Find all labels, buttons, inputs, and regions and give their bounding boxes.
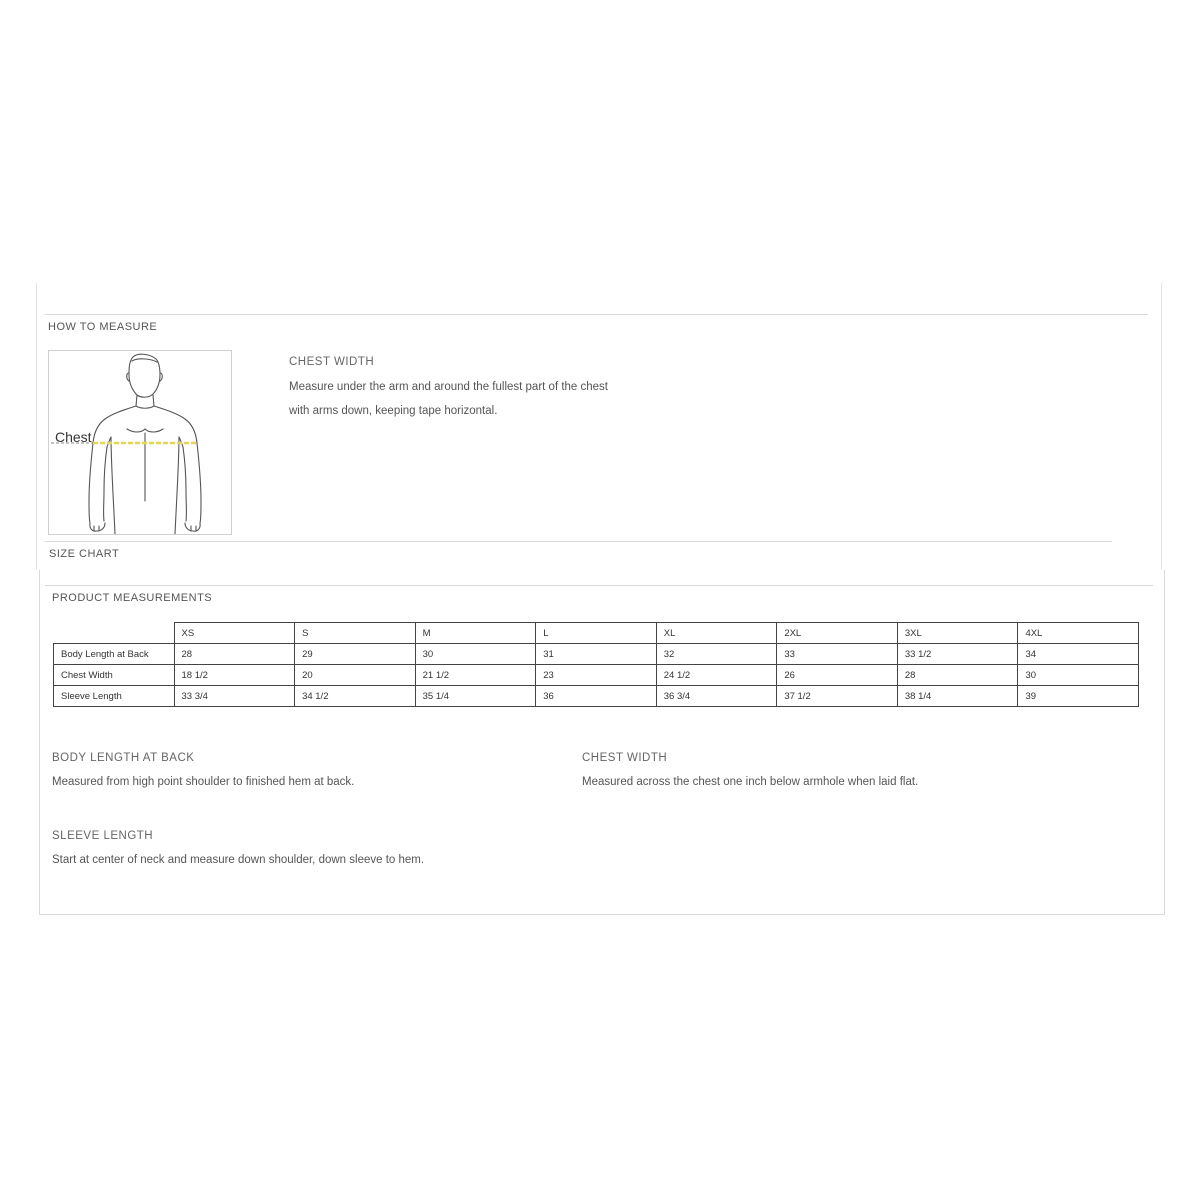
table-cell: 32: [656, 644, 777, 665]
table-cell: 39: [1018, 686, 1139, 707]
table-row-sleeve-length: [54, 686, 1139, 707]
table-cell: 28: [174, 644, 295, 665]
table-row-body-length: [54, 644, 1139, 665]
table-cell: 21 1/2: [415, 665, 536, 686]
table-cell: 33 1/2: [897, 644, 1018, 665]
chest-width-title: CHEST WIDTH: [289, 356, 375, 368]
table-row-chest-width: [54, 665, 1139, 686]
table-cell: 36: [536, 686, 657, 707]
table-cell: 30: [1018, 665, 1139, 686]
table-cell: 33 3/4: [174, 686, 295, 707]
table-cell: 31: [536, 644, 657, 665]
table-cell: 26: [777, 665, 898, 686]
table-cell: 30: [415, 644, 536, 665]
divider-size-chart: [45, 541, 1112, 542]
chest-width-instruction-line-2: with arms down, keeping tape horizontal.: [289, 405, 498, 417]
size-header-xs: XS: [174, 623, 295, 644]
size-table: [53, 622, 1139, 707]
product-measurements-heading: PRODUCT MEASUREMENTS: [52, 592, 213, 604]
size-header-row: [54, 623, 1139, 644]
table-cell: 28: [897, 665, 1018, 686]
size-header-2xl: 2XL: [777, 623, 898, 644]
row-label-body-length: Body Length at Back: [54, 644, 175, 665]
table-cell: 29: [295, 644, 416, 665]
size-header-s: S: [295, 623, 416, 644]
table-cell: 38 1/4: [897, 686, 1018, 707]
chest-figure-label: Chest: [55, 429, 92, 445]
chest-width-def-text: Measured across the chest one inch below armhole when laid flat.: [582, 776, 919, 788]
table-cell: 34 1/2: [295, 686, 416, 707]
size-header-l: L: [536, 623, 657, 644]
row-label-sleeve-length: Sleeve Length: [54, 686, 175, 707]
table-cell: 35 1/4: [415, 686, 536, 707]
size-header-3xl: 3XL: [897, 623, 1018, 644]
table-cell: 18 1/2: [174, 665, 295, 686]
size-chart-heading: SIZE CHART: [49, 548, 120, 560]
table-cell: 33: [777, 644, 898, 665]
table-cell: 24 1/2: [656, 665, 777, 686]
size-header-4xl: 4XL: [1018, 623, 1139, 644]
measurement-figure: [48, 350, 232, 535]
size-header-xl: XL: [656, 623, 777, 644]
table-cell: 34: [1018, 644, 1139, 665]
body-length-text: Measured from high point shoulder to finished hem at back.: [52, 776, 355, 788]
sleeve-length-text: Start at center of neck and measure down shoulder, down sleeve to hem.: [52, 854, 425, 866]
table-cell: 23: [536, 665, 657, 686]
divider-product-measurements: [45, 585, 1153, 586]
row-label-chest-width: Chest Width: [54, 665, 175, 686]
divider-top: [45, 314, 1148, 315]
size-header-m: M: [415, 623, 536, 644]
table-cell: 37 1/2: [777, 686, 898, 707]
chest-width-def-title: CHEST WIDTH: [582, 752, 668, 764]
chest-width-instruction-line-1: Measure under the arm and around the fullest part of the chest: [289, 381, 608, 393]
how-to-measure-heading: HOW TO MEASURE: [48, 321, 158, 333]
table-cell: 36 3/4: [656, 686, 777, 707]
table-cell: 20: [295, 665, 416, 686]
table-corner-cell: [54, 623, 175, 644]
sleeve-length-title: SLEEVE LENGTH: [52, 830, 154, 842]
body-length-title: BODY LENGTH AT BACK: [52, 752, 195, 764]
